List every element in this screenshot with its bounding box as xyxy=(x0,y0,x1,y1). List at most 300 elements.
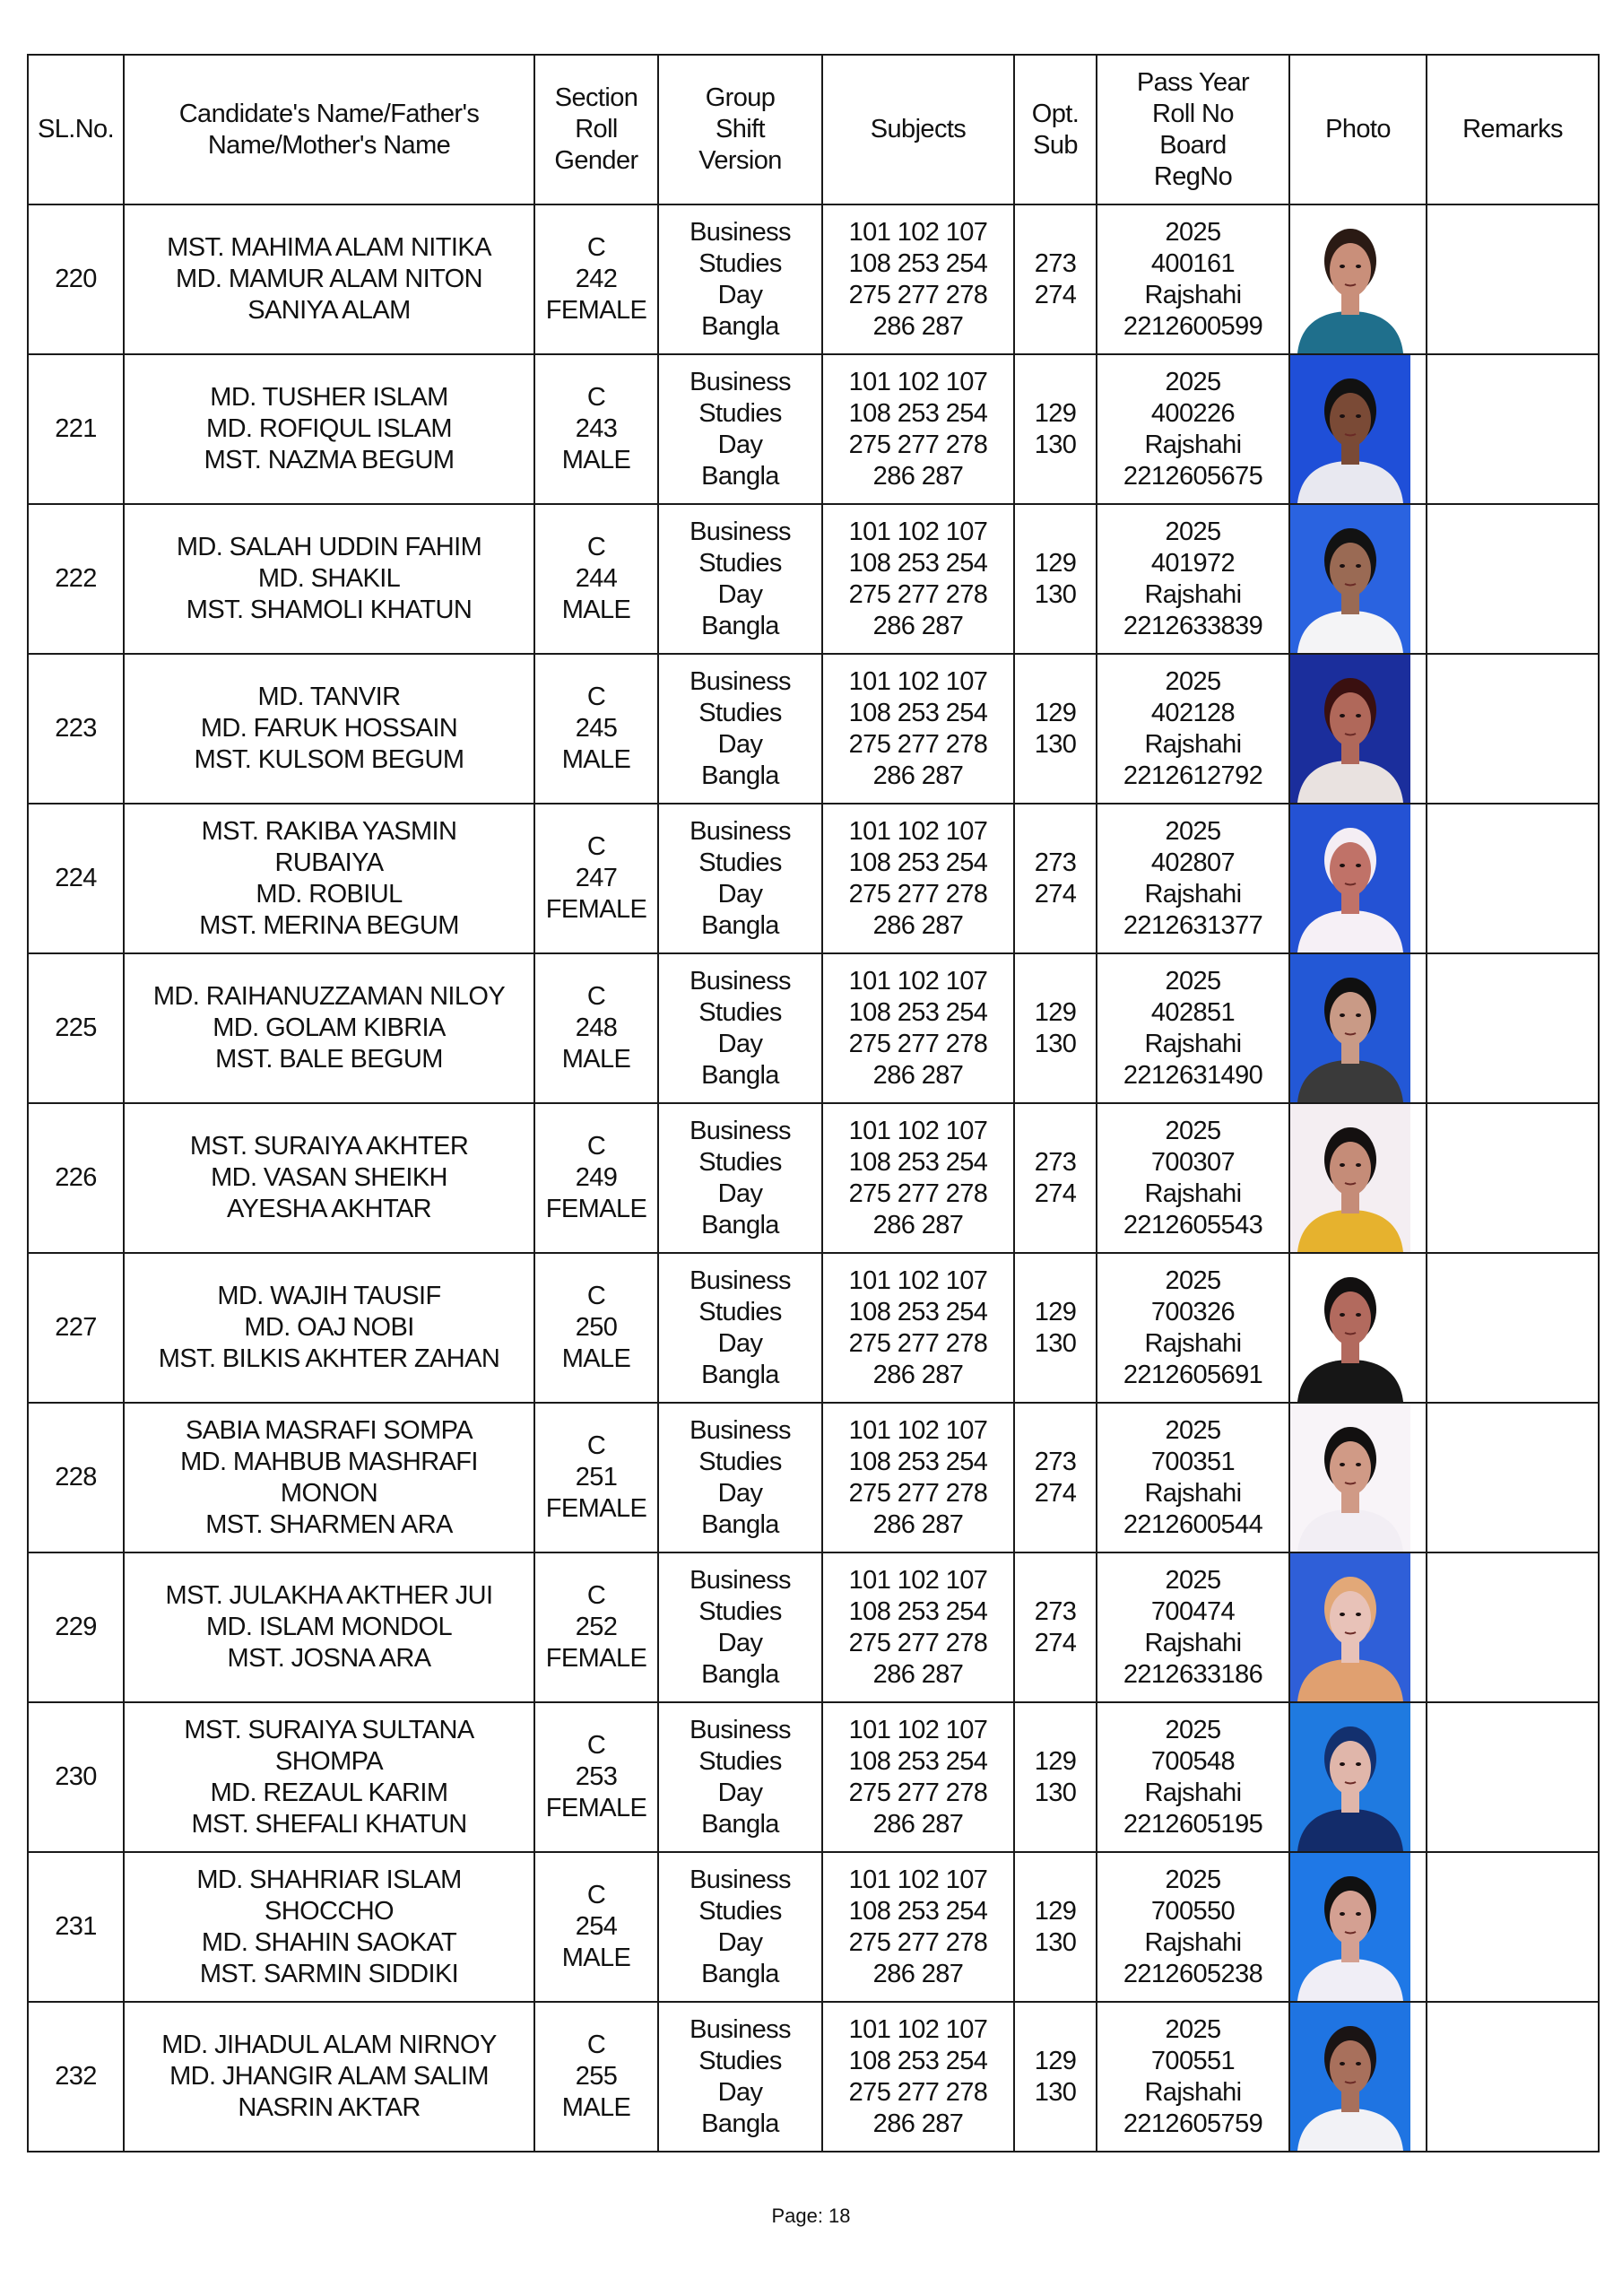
remarks-cell xyxy=(1427,1552,1599,1702)
subjects-line: 275 277 278 xyxy=(848,280,988,309)
photo-cell xyxy=(1289,1403,1427,1552)
pass-year-roll-board-reg-line: 2025 xyxy=(1165,816,1221,846)
optional-subjects-line: 130 xyxy=(1034,1328,1077,1358)
pass-year-roll-board-reg xyxy=(1097,654,1289,804)
table-row xyxy=(28,504,1599,654)
remarks-cell xyxy=(1427,1103,1599,1253)
pass-year-roll-board-reg-line: Rajshahi xyxy=(1144,1778,1242,1807)
subjects xyxy=(822,1552,1014,1702)
subjects-line: 108 253 254 xyxy=(848,1896,988,1926)
group-shift-version-line: Business xyxy=(690,2014,791,2044)
pass-year-roll-board-reg-line: 2025 xyxy=(1165,1865,1221,1894)
table-row xyxy=(28,1552,1599,1702)
section-roll-gender-line: FEMALE xyxy=(545,895,647,924)
section-roll-gender xyxy=(534,2002,658,2152)
group-shift-version-line: Bangla xyxy=(701,1060,779,1090)
section-roll-gender xyxy=(534,1253,658,1403)
subjects-line: 108 253 254 xyxy=(848,548,988,578)
candidate-names-line: MD. VASAN SHEIKH xyxy=(211,1163,447,1192)
pass-year-roll-board-reg-line: 402128 xyxy=(1150,698,1236,727)
subjects-line: 275 277 278 xyxy=(848,729,988,759)
subjects-line: 101 102 107 xyxy=(848,1565,988,1595)
optional-subjects xyxy=(1014,204,1097,354)
sl-no: 221 xyxy=(55,414,97,443)
candidate-names-line: MD. FARUK HOSSAIN xyxy=(200,714,458,743)
group-shift-version-line: Day xyxy=(717,1029,763,1058)
group-shift-version-line: Bangla xyxy=(701,461,779,491)
group-shift-version xyxy=(658,1552,822,1702)
section-roll-gender-line: C xyxy=(586,1581,606,1610)
sl-no-cell xyxy=(28,1702,124,1852)
group-shift-version xyxy=(658,1403,822,1552)
subjects-line: 108 253 254 xyxy=(848,398,988,428)
subjects-line: 101 102 107 xyxy=(848,1715,988,1744)
candidate-names-line: MST. BALE BEGUM xyxy=(215,1045,443,1074)
group-shift-version-line: Bangla xyxy=(701,1210,779,1239)
photo-cell xyxy=(1289,1702,1427,1852)
pass-year-roll-board-reg-line: Rajshahi xyxy=(1144,579,1242,609)
header-label-line: RegNo xyxy=(1153,161,1233,191)
group-shift-version-line: Business xyxy=(690,1265,791,1295)
photo-cell xyxy=(1289,504,1427,654)
candidate-photo xyxy=(1290,2003,1410,2151)
candidate-names xyxy=(124,204,534,354)
section-roll-gender-line: FEMALE xyxy=(545,1494,647,1523)
pass-year-roll-board-reg-line: Rajshahi xyxy=(1144,1328,1242,1358)
candidate-photo xyxy=(1290,505,1410,653)
optional-subjects-line: 130 xyxy=(1034,1927,1077,1957)
sl-no-cell xyxy=(28,1552,124,1702)
portrait-icon xyxy=(1290,2003,1410,2151)
photo-cell xyxy=(1289,1103,1427,1253)
subjects xyxy=(822,654,1014,804)
candidate-names xyxy=(124,2002,534,2152)
optional-subjects-line: 274 xyxy=(1034,1178,1077,1208)
candidate-names-line: MD. REZAUL KARIM xyxy=(210,1778,448,1807)
candidate-names-line: MST. SURAIYA AKHTER xyxy=(189,1132,469,1161)
section-roll-gender-line: MALE xyxy=(561,446,631,474)
pass-year-roll-board-reg-line: 700551 xyxy=(1150,2046,1236,2075)
candidate-names-line: MD. SALAH UDDIN FAHIM xyxy=(176,533,482,561)
candidate-photo xyxy=(1290,954,1410,1102)
pass-year-roll-board-reg xyxy=(1097,1852,1289,2002)
remarks-cell xyxy=(1427,804,1599,953)
pass-year-roll-board-reg-line: 400226 xyxy=(1150,398,1236,428)
group-shift-version xyxy=(658,1103,822,1253)
subjects-line: 286 287 xyxy=(872,311,964,341)
optional-subjects-line: 130 xyxy=(1034,2077,1077,2107)
section-roll-gender-line: 254 xyxy=(575,1912,618,1941)
remarks-cell xyxy=(1427,354,1599,504)
pass-year-roll-board-reg-line: 2212612792 xyxy=(1123,761,1263,790)
candidate-names-line: MONON xyxy=(280,1478,378,1508)
optional-subjects-line: 274 xyxy=(1034,1478,1077,1508)
section-roll-gender-line: 249 xyxy=(575,1163,618,1192)
subjects-line: 286 287 xyxy=(872,1959,964,1988)
group-shift-version-line: Studies xyxy=(698,698,782,727)
section-roll-gender-line: C xyxy=(586,1731,606,1760)
group-shift-version xyxy=(658,354,822,504)
section-roll-gender xyxy=(534,204,658,354)
group-shift-version xyxy=(658,1253,822,1403)
pass-year-roll-board-reg-line: 2025 xyxy=(1165,1265,1221,1295)
subjects-line: 108 253 254 xyxy=(848,2046,988,2075)
remarks-cell xyxy=(1427,654,1599,804)
section-roll-gender-line: MALE xyxy=(561,745,631,774)
optional-subjects xyxy=(1014,2002,1097,2152)
section-roll-gender xyxy=(534,1103,658,1253)
sl-no-cell xyxy=(28,1403,124,1552)
optional-subjects xyxy=(1014,804,1097,953)
candidate-names-line: MD. WAJIH TAUSIF xyxy=(217,1282,441,1310)
group-shift-version-line: Business xyxy=(690,1715,791,1744)
candidate-names-line: MST. SHEFALI KHATUN xyxy=(191,1809,467,1839)
candidate-photo xyxy=(1290,1553,1410,1701)
header-label-line: Group xyxy=(705,83,776,112)
pass-year-roll-board-reg-line: Rajshahi xyxy=(1144,1927,1242,1957)
group-shift-version xyxy=(658,2002,822,2152)
candidate-photo xyxy=(1290,1404,1410,1552)
section-roll-gender-line: C xyxy=(586,533,606,561)
remarks-cell xyxy=(1427,204,1599,354)
candidate-names-line: MST. SHARMEN ARA xyxy=(205,1509,453,1539)
header-remarks xyxy=(1427,55,1599,204)
candidate-names xyxy=(124,1702,534,1852)
pass-year-roll-board-reg-line: Rajshahi xyxy=(1144,729,1242,759)
table-row xyxy=(28,2002,1599,2152)
section-roll-gender xyxy=(534,354,658,504)
pass-year-roll-board-reg-line: 700307 xyxy=(1150,1147,1236,1177)
subjects-line: 275 277 278 xyxy=(848,1927,988,1957)
table-row xyxy=(28,1103,1599,1253)
section-roll-gender xyxy=(534,804,658,953)
photo-cell xyxy=(1289,804,1427,953)
sl-no: 231 xyxy=(55,1912,97,1941)
candidate-names-line: MST. MERINA BEGUM xyxy=(199,910,459,940)
remarks-cell xyxy=(1427,1702,1599,1852)
candidate-names-line: SHOCCHO xyxy=(264,1896,395,1926)
optional-subjects-line: 130 xyxy=(1034,579,1077,609)
pass-year-roll-board-reg-line: Rajshahi xyxy=(1144,879,1242,909)
optional-subjects-line: 273 xyxy=(1034,1147,1077,1177)
candidate-names-line: MD. RAIHANUZZAMAN NILOY xyxy=(152,982,506,1011)
candidate-names-line: MD. SHAHRIAR ISLAM xyxy=(196,1865,462,1894)
optional-subjects-line: 129 xyxy=(1034,1746,1077,1776)
candidate-names-line: MD. JIHADUL ALAM NIRNOY xyxy=(161,2031,497,2059)
subjects-line: 275 277 278 xyxy=(848,1178,988,1208)
header-photo xyxy=(1289,55,1427,204)
table-row xyxy=(28,654,1599,804)
header-label-line: Section xyxy=(554,83,638,112)
subjects-line: 108 253 254 xyxy=(848,1447,988,1476)
pass-year-roll-board-reg-line: 402807 xyxy=(1150,848,1236,877)
section-roll-gender-line: C xyxy=(586,1881,606,1909)
optional-subjects xyxy=(1014,1403,1097,1552)
optional-subjects-line: 129 xyxy=(1034,698,1077,727)
group-shift-version-line: Day xyxy=(717,1478,763,1508)
subjects-line: 101 102 107 xyxy=(848,517,988,546)
section-roll-gender-line: C xyxy=(586,1132,606,1161)
group-shift-version xyxy=(658,1852,822,2002)
candidate-names-line: SHOMPA xyxy=(275,1746,383,1776)
subjects-line: 108 253 254 xyxy=(848,1596,988,1626)
candidate-names-line: MD. GOLAM KIBRIA xyxy=(213,1013,446,1042)
pass-year-roll-board-reg-line: Rajshahi xyxy=(1144,2077,1242,2107)
subjects xyxy=(822,1103,1014,1253)
optional-subjects xyxy=(1014,1552,1097,1702)
group-shift-version-line: Studies xyxy=(698,848,782,877)
candidate-names-line: MST. RAKIBA YASMIN xyxy=(201,816,457,846)
pass-year-roll-board-reg xyxy=(1097,1702,1289,1852)
pass-year-roll-board-reg-line: 2212633839 xyxy=(1123,611,1263,640)
optional-subjects xyxy=(1014,504,1097,654)
candidate-names-line: MD. ISLAM MONDOL xyxy=(206,1613,452,1641)
pass-year-roll-board-reg xyxy=(1097,1253,1289,1403)
photo-cell xyxy=(1289,354,1427,504)
section-roll-gender-line: 251 xyxy=(575,1463,618,1492)
remarks-cell xyxy=(1427,953,1599,1103)
group-shift-version xyxy=(658,1702,822,1852)
optional-subjects-line: 273 xyxy=(1034,848,1077,877)
section-roll-gender-line: C xyxy=(586,982,606,1011)
portrait-icon xyxy=(1290,355,1410,503)
subjects-line: 101 102 107 xyxy=(848,367,988,396)
group-shift-version-line: Studies xyxy=(698,548,782,578)
pass-year-roll-board-reg-line: 2212631377 xyxy=(1123,910,1263,940)
group-shift-version-line: Studies xyxy=(698,2046,782,2075)
sl-no: 227 xyxy=(55,1313,97,1342)
pass-year-roll-board-reg-line: 401972 xyxy=(1150,548,1236,578)
section-roll-gender-line: 243 xyxy=(575,414,618,443)
portrait-icon xyxy=(1290,1104,1410,1252)
candidate-names-line: SABIA MASRAFI SOMPA xyxy=(185,1415,473,1445)
header-pass-info xyxy=(1097,55,1289,204)
remarks-cell xyxy=(1427,1852,1599,2002)
header-label-line: Sub xyxy=(1033,130,1078,160)
remarks-cell xyxy=(1427,2002,1599,2152)
optional-subjects-line: 129 xyxy=(1034,997,1077,1027)
pass-year-roll-board-reg-line: 700550 xyxy=(1150,1896,1236,1926)
pass-year-roll-board-reg xyxy=(1097,1403,1289,1552)
group-shift-version-line: Bangla xyxy=(701,1959,779,1988)
section-roll-gender-line: FEMALE xyxy=(545,296,647,325)
pass-year-roll-board-reg-line: 2212605691 xyxy=(1123,1360,1263,1389)
section-roll-gender xyxy=(534,1852,658,2002)
section-roll-gender-line: FEMALE xyxy=(545,1195,647,1223)
group-shift-version-line: Studies xyxy=(698,1746,782,1776)
pass-year-roll-board-reg xyxy=(1097,1103,1289,1253)
subjects-line: 275 277 278 xyxy=(848,1478,988,1508)
optional-subjects-line: 129 xyxy=(1034,2046,1077,2075)
subjects xyxy=(822,804,1014,953)
section-roll-gender-line: C xyxy=(586,1282,606,1310)
candidate-names-line: MD. SHAKIL xyxy=(257,564,401,593)
group-shift-version-line: Day xyxy=(717,1628,763,1657)
header-opt-sub xyxy=(1014,55,1097,204)
candidate-names xyxy=(124,804,534,953)
candidate-names-line: MD. MAHBUB MASHRAFI xyxy=(180,1447,478,1476)
remarks-cell xyxy=(1427,1253,1599,1403)
table-body xyxy=(28,204,1599,2152)
subjects-line: 108 253 254 xyxy=(848,1147,988,1177)
header-label-line: Roll No xyxy=(1152,99,1234,128)
photo-cell xyxy=(1289,1253,1427,1403)
pass-year-roll-board-reg-line: 700351 xyxy=(1150,1447,1236,1476)
subjects xyxy=(822,354,1014,504)
pass-year-roll-board-reg xyxy=(1097,1552,1289,1702)
sl-no: 229 xyxy=(55,1613,97,1641)
pass-year-roll-board-reg xyxy=(1097,804,1289,953)
header-subjects-label: Subjects xyxy=(870,115,967,144)
candidate-names-line: MST. MAHIMA ALAM NITIKA xyxy=(167,233,491,262)
group-shift-version-line: Day xyxy=(717,879,763,909)
table-header-row xyxy=(28,55,1599,204)
optional-subjects xyxy=(1014,1852,1097,2002)
subjects-line: 101 102 107 xyxy=(848,1116,988,1145)
candidate-names xyxy=(124,1253,534,1403)
sl-no-cell xyxy=(28,1253,124,1403)
header-remarks-label: Remarks xyxy=(1462,115,1563,144)
sl-no-cell xyxy=(28,204,124,354)
optional-subjects-line: 274 xyxy=(1034,1628,1077,1657)
optional-subjects-line: 129 xyxy=(1034,1297,1077,1326)
pass-year-roll-board-reg-line: Rajshahi xyxy=(1144,430,1242,459)
candidate-table xyxy=(27,54,1600,2152)
pass-year-roll-board-reg-line: 400161 xyxy=(1150,248,1236,278)
pass-year-roll-board-reg-line: 2025 xyxy=(1165,1415,1221,1445)
subjects-line: 286 287 xyxy=(872,1809,964,1839)
header-group-shift-version xyxy=(658,55,822,204)
subjects-line: 286 287 xyxy=(872,1210,964,1239)
group-shift-version-line: Business xyxy=(690,966,791,996)
candidate-photo xyxy=(1290,1254,1410,1402)
candidate-names-line: NASRIN AKTAR xyxy=(238,2093,421,2122)
pass-year-roll-board-reg-line: 2212633186 xyxy=(1123,1659,1263,1689)
portrait-icon xyxy=(1290,505,1410,653)
subjects-line: 275 277 278 xyxy=(848,2077,988,2107)
portrait-icon xyxy=(1290,1553,1410,1701)
subjects xyxy=(822,1253,1014,1403)
group-shift-version-line: Studies xyxy=(698,1147,782,1177)
sl-no-cell xyxy=(28,1103,124,1253)
section-roll-gender-line: C xyxy=(586,383,606,412)
group-shift-version-line: Day xyxy=(717,1927,763,1957)
subjects-line: 275 277 278 xyxy=(848,579,988,609)
sl-no: 220 xyxy=(55,265,97,293)
pass-year-roll-board-reg-line: 2025 xyxy=(1165,1565,1221,1595)
candidate-names-line: MD. OAJ NOBI xyxy=(244,1313,414,1342)
section-roll-gender-line: C xyxy=(586,683,606,711)
subjects-line: 101 102 107 xyxy=(848,816,988,846)
portrait-icon xyxy=(1290,205,1410,353)
portrait-icon xyxy=(1290,1404,1410,1552)
section-roll-gender-line: FEMALE xyxy=(545,1644,647,1673)
subjects-line: 275 277 278 xyxy=(848,1628,988,1657)
subjects-line: 101 102 107 xyxy=(848,1865,988,1894)
group-shift-version-line: Bangla xyxy=(701,910,779,940)
candidate-names-line: MST. NAZMA BEGUM xyxy=(204,446,455,474)
sl-no-cell xyxy=(28,504,124,654)
pass-year-roll-board-reg-line: 2025 xyxy=(1165,1715,1221,1744)
pass-year-roll-board-reg-line: Rajshahi xyxy=(1144,1178,1242,1208)
group-shift-version-line: Bangla xyxy=(701,1659,779,1689)
subjects-line: 286 287 xyxy=(872,910,964,940)
photo-cell xyxy=(1289,654,1427,804)
section-roll-gender-line: 255 xyxy=(575,2062,618,2091)
candidate-names xyxy=(124,953,534,1103)
subjects-line: 108 253 254 xyxy=(848,848,988,877)
pass-year-roll-board-reg-line: 700474 xyxy=(1150,1596,1236,1626)
remarks-cell xyxy=(1427,1403,1599,1552)
photo-cell xyxy=(1289,204,1427,354)
portrait-icon xyxy=(1290,1254,1410,1402)
subjects-line: 101 102 107 xyxy=(848,966,988,996)
group-shift-version-line: Day xyxy=(717,579,763,609)
pass-year-roll-board-reg-line: Rajshahi xyxy=(1144,1628,1242,1657)
subjects xyxy=(822,2002,1014,2152)
optional-subjects-line: 274 xyxy=(1034,280,1077,309)
candidate-names xyxy=(124,354,534,504)
candidate-names-line: MST. BILKIS AKHTER ZAHAN xyxy=(158,1344,500,1373)
optional-subjects xyxy=(1014,1253,1097,1403)
section-roll-gender-line: C xyxy=(586,2031,606,2059)
subjects xyxy=(822,1702,1014,1852)
candidate-names-line: MD. TANVIR xyxy=(257,683,401,711)
candidate-names-line: MST. JOSNA ARA xyxy=(227,1644,431,1673)
subjects-line: 101 102 107 xyxy=(848,2014,988,2044)
header-label-line: Pass Year xyxy=(1136,67,1250,97)
group-shift-version-line: Business xyxy=(690,1565,791,1595)
group-shift-version-line: Business xyxy=(690,816,791,846)
header-subjects xyxy=(822,55,1014,204)
subjects-line: 286 287 xyxy=(872,1360,964,1389)
group-shift-version-line: Business xyxy=(690,517,791,546)
header-label-line: Gender xyxy=(554,146,638,175)
sl-no-cell xyxy=(28,354,124,504)
table-row xyxy=(28,804,1599,953)
header-label-line: Board xyxy=(1159,130,1227,160)
pass-year-roll-board-reg-line: 2212605238 xyxy=(1123,1959,1263,1988)
group-shift-version xyxy=(658,953,822,1103)
subjects-line: 108 253 254 xyxy=(848,1297,988,1326)
candidate-names-line: MST. SARMIN SIDDIKI xyxy=(199,1959,459,1988)
group-shift-version-line: Bangla xyxy=(701,1360,779,1389)
subjects-line: 286 287 xyxy=(872,611,964,640)
candidate-names-line: MD. SHAHIN SAOKAT xyxy=(201,1927,457,1957)
group-shift-version-line: Studies xyxy=(698,1896,782,1926)
pass-year-roll-board-reg-line: 2212600544 xyxy=(1123,1509,1263,1539)
group-shift-version-line: Studies xyxy=(698,1596,782,1626)
candidate-names xyxy=(124,1552,534,1702)
header-label-line: Roll xyxy=(575,115,618,144)
subjects xyxy=(822,1403,1014,1552)
candidate-names-line: MD. ROFIQUL ISLAM xyxy=(206,414,452,443)
group-shift-version-line: Day xyxy=(717,729,763,759)
subjects-line: 286 287 xyxy=(872,2109,964,2138)
sl-no-cell xyxy=(28,953,124,1103)
group-shift-version-line: Bangla xyxy=(701,1809,779,1839)
subjects-line: 286 287 xyxy=(872,461,964,491)
group-shift-version-line: Business xyxy=(690,1116,791,1145)
sl-no: 232 xyxy=(55,2062,97,2091)
table-row xyxy=(28,1253,1599,1403)
pass-year-roll-board-reg-line: 2025 xyxy=(1165,367,1221,396)
section-roll-gender xyxy=(534,1403,658,1552)
photo-cell xyxy=(1289,2002,1427,2152)
section-roll-gender-line: C xyxy=(586,233,606,262)
remarks-cell xyxy=(1427,504,1599,654)
candidate-names-line: MST. KULSOM BEGUM xyxy=(194,745,464,774)
